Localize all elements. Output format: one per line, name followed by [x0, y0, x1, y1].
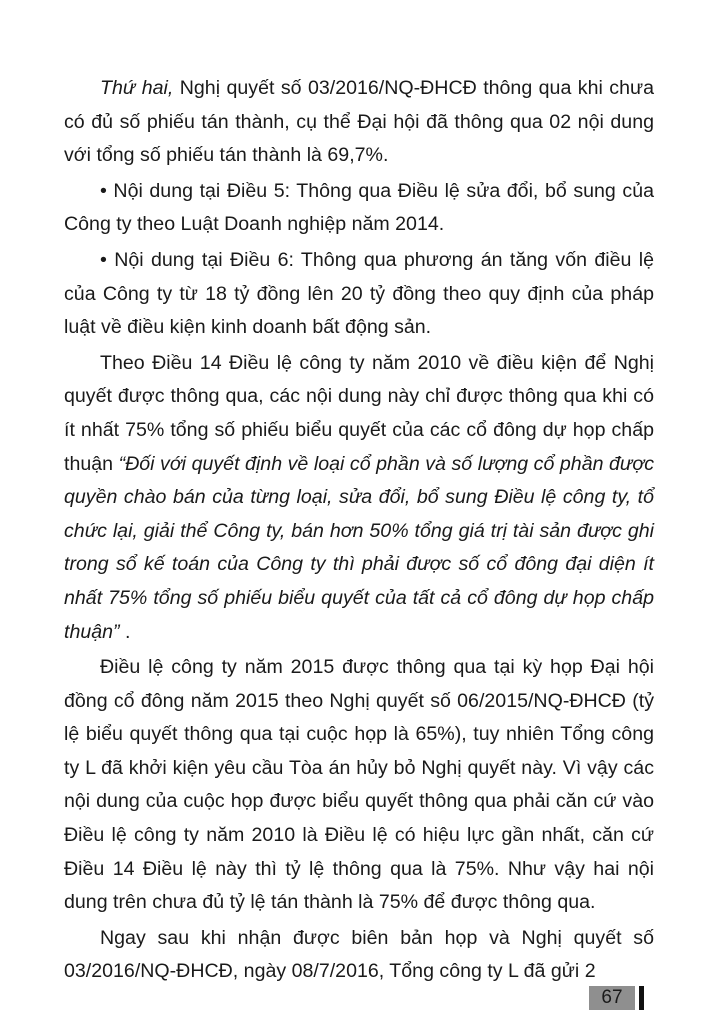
paragraph-dieu-le-2015: Điều lệ công ty năm 2015 được thông qua tại kỳ họp Đại hội đồng cổ đông năm 2015 theo Nghị quyết số 06/2015/NQ-ĐHCĐ (tỷ lệ biểu quyết thông qua tại cuộc họp là 65%), tuy nhiên Tổng công ty L đã khởi kiện yêu cầu Tòa án hủy bỏ Nghị quyết này. Vì vậy các nội dung của cuộc họp được biểu quyết thông qua phải căn cứ vào Điều lệ công ty năm 2010 là Điều lệ có hiệu lực gần nhất, căn cứ Điều 14 Điều lệ này thì tỷ lệ thông qua là 75%. Như vậy hai nội dung trên chưa đủ tỷ lệ tán thành là 75% để được thông qua.	[64, 656, 654, 914]
bullet-dieu-6: • Nội dung tại Điều 6: Thông qua phương án tăng vốn điều lệ của Công ty từ 18 tỷ đồng lên 20 tỷ đồng theo quy định của pháp luật về điều kiện kinh doanh bất động sản.	[64, 248, 654, 339]
paragraph-dieu-14	[64, 347, 654, 649]
paragraph-thu-hai	[64, 72, 654, 173]
page-footer	[589, 986, 644, 1010]
bullet-dieu-5: • Nội dung tại Điều 5: Thông qua Điều lệ sửa đổi, bổ sung của Công ty theo Luật Doanh nghiệp năm 2014.	[64, 179, 654, 236]
page-number: 67	[589, 986, 635, 1010]
paragraph-lead-italic: Thứ hai,	[100, 77, 174, 99]
quoted-regulation: “Đối với quyết định về loại cổ phần và số lượng cổ phần được quyền chào bán của từng loại, sửa đổi, bổ sung Điều lệ công ty, tổ chức lại, giải thể Công ty, bán hơn 50% tổng giá trị tài sản được ghi trong sổ kế toán của Công ty thì phải được số cổ đông đại diện ít nhất 75% tổng số phiếu biểu quyết của tất cả cổ đông dự họp chấp thuận”	[64, 452, 654, 643]
page-number-bar	[639, 986, 644, 1010]
document-body	[64, 72, 654, 989]
paragraph-end: .	[119, 620, 131, 643]
paragraph-ngay-sau: Ngay sau khi nhận được biên bản họp và Nghị quyết số 03/2016/NQ-ĐHCĐ, ngày 08/7/2016, Tổng công ty L đã gửi 2	[64, 926, 654, 983]
paragraph-text: Theo Điều 14 Điều lệ công ty năm 2010 về điều kiện để Nghị quyết được thông qua, các nội dung này chỉ được thông qua khi có ít nhất 75% tổng số phiếu biểu quyết của các cổ đông dự họp chấp thuận	[64, 351, 654, 475]
paragraph-text: Nghị quyết số 03/2016/NQ-ĐHCĐ thông qua khi chưa có đủ số phiếu tán thành, cụ thể Đại hội đã thông qua 02 nội dung với tổng số phiếu tán thành là 69,7%.	[64, 77, 654, 167]
